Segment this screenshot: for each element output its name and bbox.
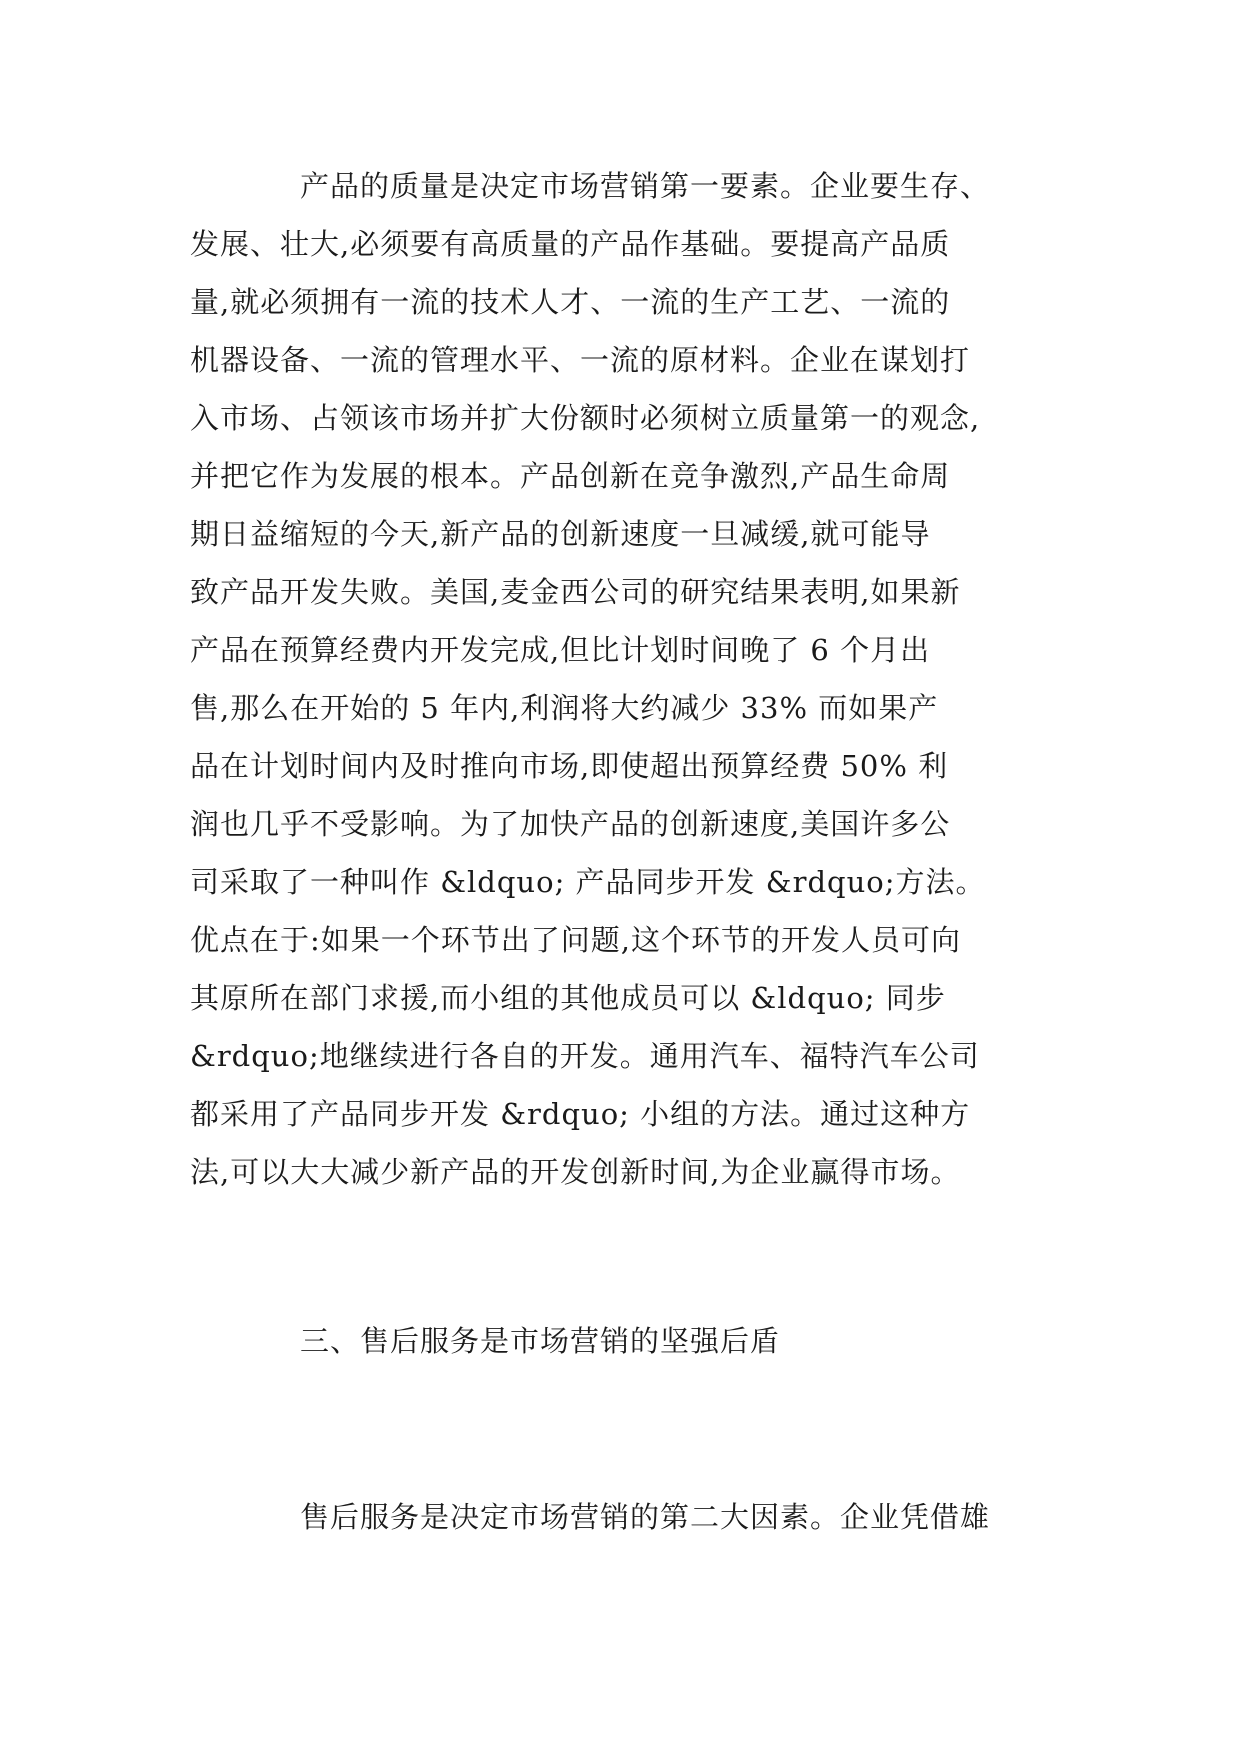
paragraph-line: 产品在预算经费内开发完成,但比计划时间晚了 6 个月出 <box>190 633 931 667</box>
paragraph-line: 司采取了一种叫作 &ldquo; 产品同步开发 &rdquo;方法。 <box>190 865 986 899</box>
paragraph-line: 优点在于:如果一个环节出了问题,这个环节的开发人员可向 <box>190 923 961 957</box>
paragraph-line: 发展、壮大,必须要有高质量的产品作基础。要提高产品质 <box>190 227 951 261</box>
body-paragraph-product-quality <box>190 157 1070 1201</box>
paragraph-line: 售后服务是决定市场营销的第二大因素。企业凭借雄 <box>300 1500 991 1534</box>
section-heading <box>190 1312 1070 1370</box>
section-heading-text: 三、售后服务是市场营销的坚强后盾 <box>300 1324 781 1358</box>
paragraph-line: 都采用了产品同步开发 &rdquo; 小组的方法。通过这种方 <box>190 1097 971 1131</box>
paragraph-line: 并把它作为发展的根本。产品创新在竞争激烈,产品生命周 <box>190 459 951 493</box>
paragraph-line: 机器设备、一流的管理水平、一流的原材料。企业在谋划打 <box>190 343 971 377</box>
paragraph-line: 量,就必须拥有一流的技术人才、一流的生产工艺、一流的 <box>190 285 951 319</box>
body-paragraph-after-sales <box>190 1488 1070 1546</box>
paragraph-line: 其原所在部门求援,而小组的其他成员可以 &ldquo; 同步 <box>190 981 946 1015</box>
paragraph-line: &rdquo;地继续进行各自的开发。通用汽车、福特汽车公司 <box>190 1039 980 1073</box>
paragraph-line: 期日益缩短的今天,新产品的创新速度一旦减缓,就可能导 <box>190 517 931 551</box>
paragraph-line: 售,那么在开始的 5 年内,利润将大约减少 33% 而如果产 <box>190 691 939 725</box>
paragraph-line: 入市场、占领该市场并扩大份额时必须树立质量第一的观念, <box>190 401 981 435</box>
paragraph-line: 产品的质量是决定市场营销第一要素。企业要生存、 <box>300 169 991 203</box>
paragraph-line: 致产品开发失败。美国,麦金西公司的研究结果表明,如果新 <box>190 575 961 609</box>
paragraph-line: 润也几乎不受影响。为了加快产品的创新速度,美国许多公 <box>190 807 951 841</box>
paragraph-line: 法,可以大大减少新产品的开发创新时间,为企业赢得市场。 <box>190 1155 961 1189</box>
paragraph-line: 品在计划时间内及时推向市场,即使超出预算经费 50% 利 <box>190 749 949 783</box>
